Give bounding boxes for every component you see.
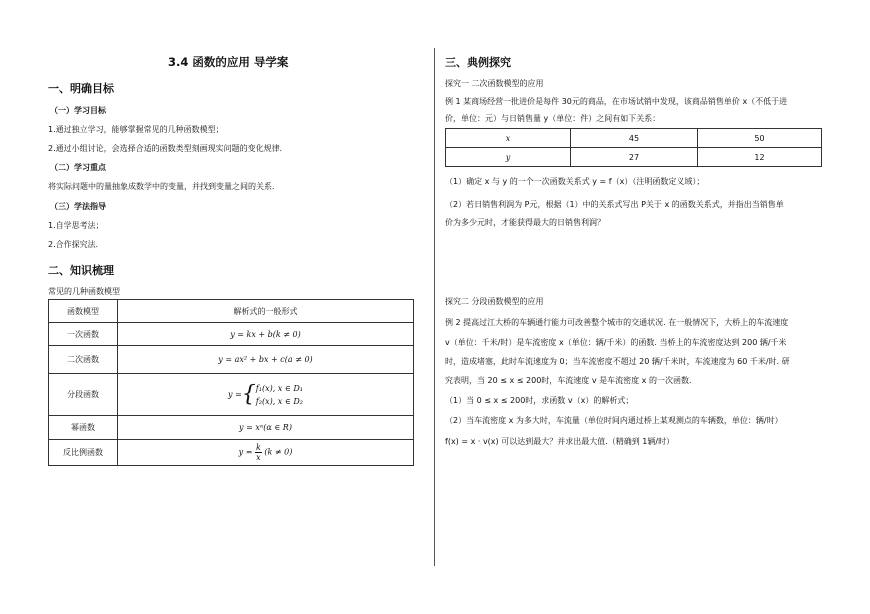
table-row <box>49 416 414 440</box>
subheading-methods: （三）学法指导 <box>50 202 106 211</box>
subheading-learning-goals: （一）学习目标 <box>50 106 106 115</box>
model-formula: y = xᵅ(α ∈ R) <box>118 416 414 440</box>
model-formula-piecewise <box>118 374 414 416</box>
example-2-line-3: 时，造成堵塞，此时车流速度为 0；当车流密度不超过 20 辆/千米时，车流速度为 60 千米/时. 研 <box>445 357 790 366</box>
model-name: 二次函数 <box>49 346 118 374</box>
table-cell: x <box>446 129 571 148</box>
fraction <box>255 443 262 462</box>
price-sales-table <box>445 128 822 167</box>
example-1-line-1: 例 1 某商场经营一批进价是每件 30元的商品，在市场试销中发现，该商品销售单价 x（不低于进 <box>445 97 788 106</box>
method-item-1: 1.自学思考法； <box>48 221 104 230</box>
question-1: （1）确定 x 与 y 的一个一次函数关系式 y = f（x）（注明函数定义域）； <box>445 177 705 186</box>
table-row <box>446 148 822 167</box>
section-heading-goals: 一、明确目标 <box>48 82 114 95</box>
example-2-line-4: 究表明，当 20 ≤ x ≤ 200时，车流速度 v 是车流密度 x 的一次函数. <box>445 376 692 385</box>
model-name: 分段函数 <box>49 374 118 416</box>
section-heading-examples: 三、典例探究 <box>445 56 511 69</box>
brace-symbol: { <box>241 381 256 407</box>
example-2-line-1: 例 2 提高过江大桥的车辆通行能力可改善整个城市的交通状况. 在一般情况下，大桥上的车流速度 <box>445 318 789 327</box>
table-cell: 50 <box>698 129 822 148</box>
example-2-question-2-line-2: f(x) = x · v(x) 可以达到最大？并求出最大值.（精确到 1辆/时） <box>445 437 675 446</box>
column-divider <box>434 48 435 566</box>
model-name: 一次函数 <box>49 323 118 346</box>
table-row <box>446 129 822 148</box>
fraction-denominator: x <box>256 453 261 462</box>
key-point-text: 将实际问题中的量抽象成数学中的变量，并找到变量之间的关系． <box>48 182 280 191</box>
table-header-model: 函数模型 <box>49 300 118 323</box>
model-formula: y = ax² + bx + c(a ≠ 0) <box>118 346 414 374</box>
example-1-line-2: 价，单位：元）与日销售量 y（单位：件）之间有如下关系： <box>445 114 661 123</box>
fraction-suffix: (k ≠ 0) <box>264 447 293 457</box>
table-row <box>49 323 414 346</box>
section-heading-knowledge: 二、知识梳理 <box>48 264 114 277</box>
model-formula-fraction <box>118 440 414 466</box>
goal-item-1: 1.通过独立学习，能够掌握常见的几种函数模型； <box>48 125 224 134</box>
goal-item-2: 2.通过小组讨论，会选择合适的函数类型刻画现实问题的变化规律． <box>48 144 288 153</box>
table-row <box>49 440 414 466</box>
table-cell: 45 <box>571 129 698 148</box>
piece-1: f₁(x), x ∈ D₁ <box>255 383 303 393</box>
example-2-question-2-line-1: （2）当车流密度 x 为多大时，车流量（单位时间内通过桥上某观测点的车辆数，单位：辆/时） <box>445 416 783 425</box>
method-item-2: 2.合作探究法． <box>48 240 104 249</box>
probe-1-title: 探究一 二次函数模型的应用 <box>445 79 544 88</box>
piece-2: f₂(x), x ∈ D₂ <box>255 396 303 406</box>
question-2-line-2: 价为多少元时，才能获得最大的日销售利润？ <box>445 218 605 227</box>
fraction-numerator: k <box>255 443 261 452</box>
question-2-line-1: （2）若日销售利润为 P元，根据（1）中的关系式写出 P关于 x 的函数关系式，并指出当销售单 <box>445 200 784 209</box>
table-header-formula: 解析式的一般形式 <box>118 300 414 323</box>
function-models-table <box>48 299 414 466</box>
table-cell: 12 <box>698 148 822 167</box>
model-formula: y = kx + b(k ≠ 0) <box>118 323 414 346</box>
page-title: 3.4 函数的应用 导学案 <box>168 55 289 69</box>
subheading-key-points: （二）学习重点 <box>50 163 106 172</box>
model-name: 反比例函数 <box>49 440 118 466</box>
example-2-line-2: v（单位：千米/时）是车流密度 x（单位：辆/千米）的函数. 当桥上的车流密度达到 200 辆/千米 <box>445 338 787 347</box>
table-row <box>49 346 414 374</box>
table-cell: y <box>446 148 571 167</box>
fraction-prefix: y = <box>238 447 253 457</box>
table-caption: 常见的几种函数模型 <box>48 287 120 296</box>
table-cell: 27 <box>571 148 698 167</box>
model-name: 幂函数 <box>49 416 118 440</box>
table-row <box>49 374 414 416</box>
example-2-question-1: （1）当 0 ≤ x ≤ 200时，求函数 v（x）的解析式； <box>445 396 634 405</box>
probe-2-title: 探究二 分段函数模型的应用 <box>445 297 544 306</box>
piecewise-prefix: y = <box>228 390 242 399</box>
